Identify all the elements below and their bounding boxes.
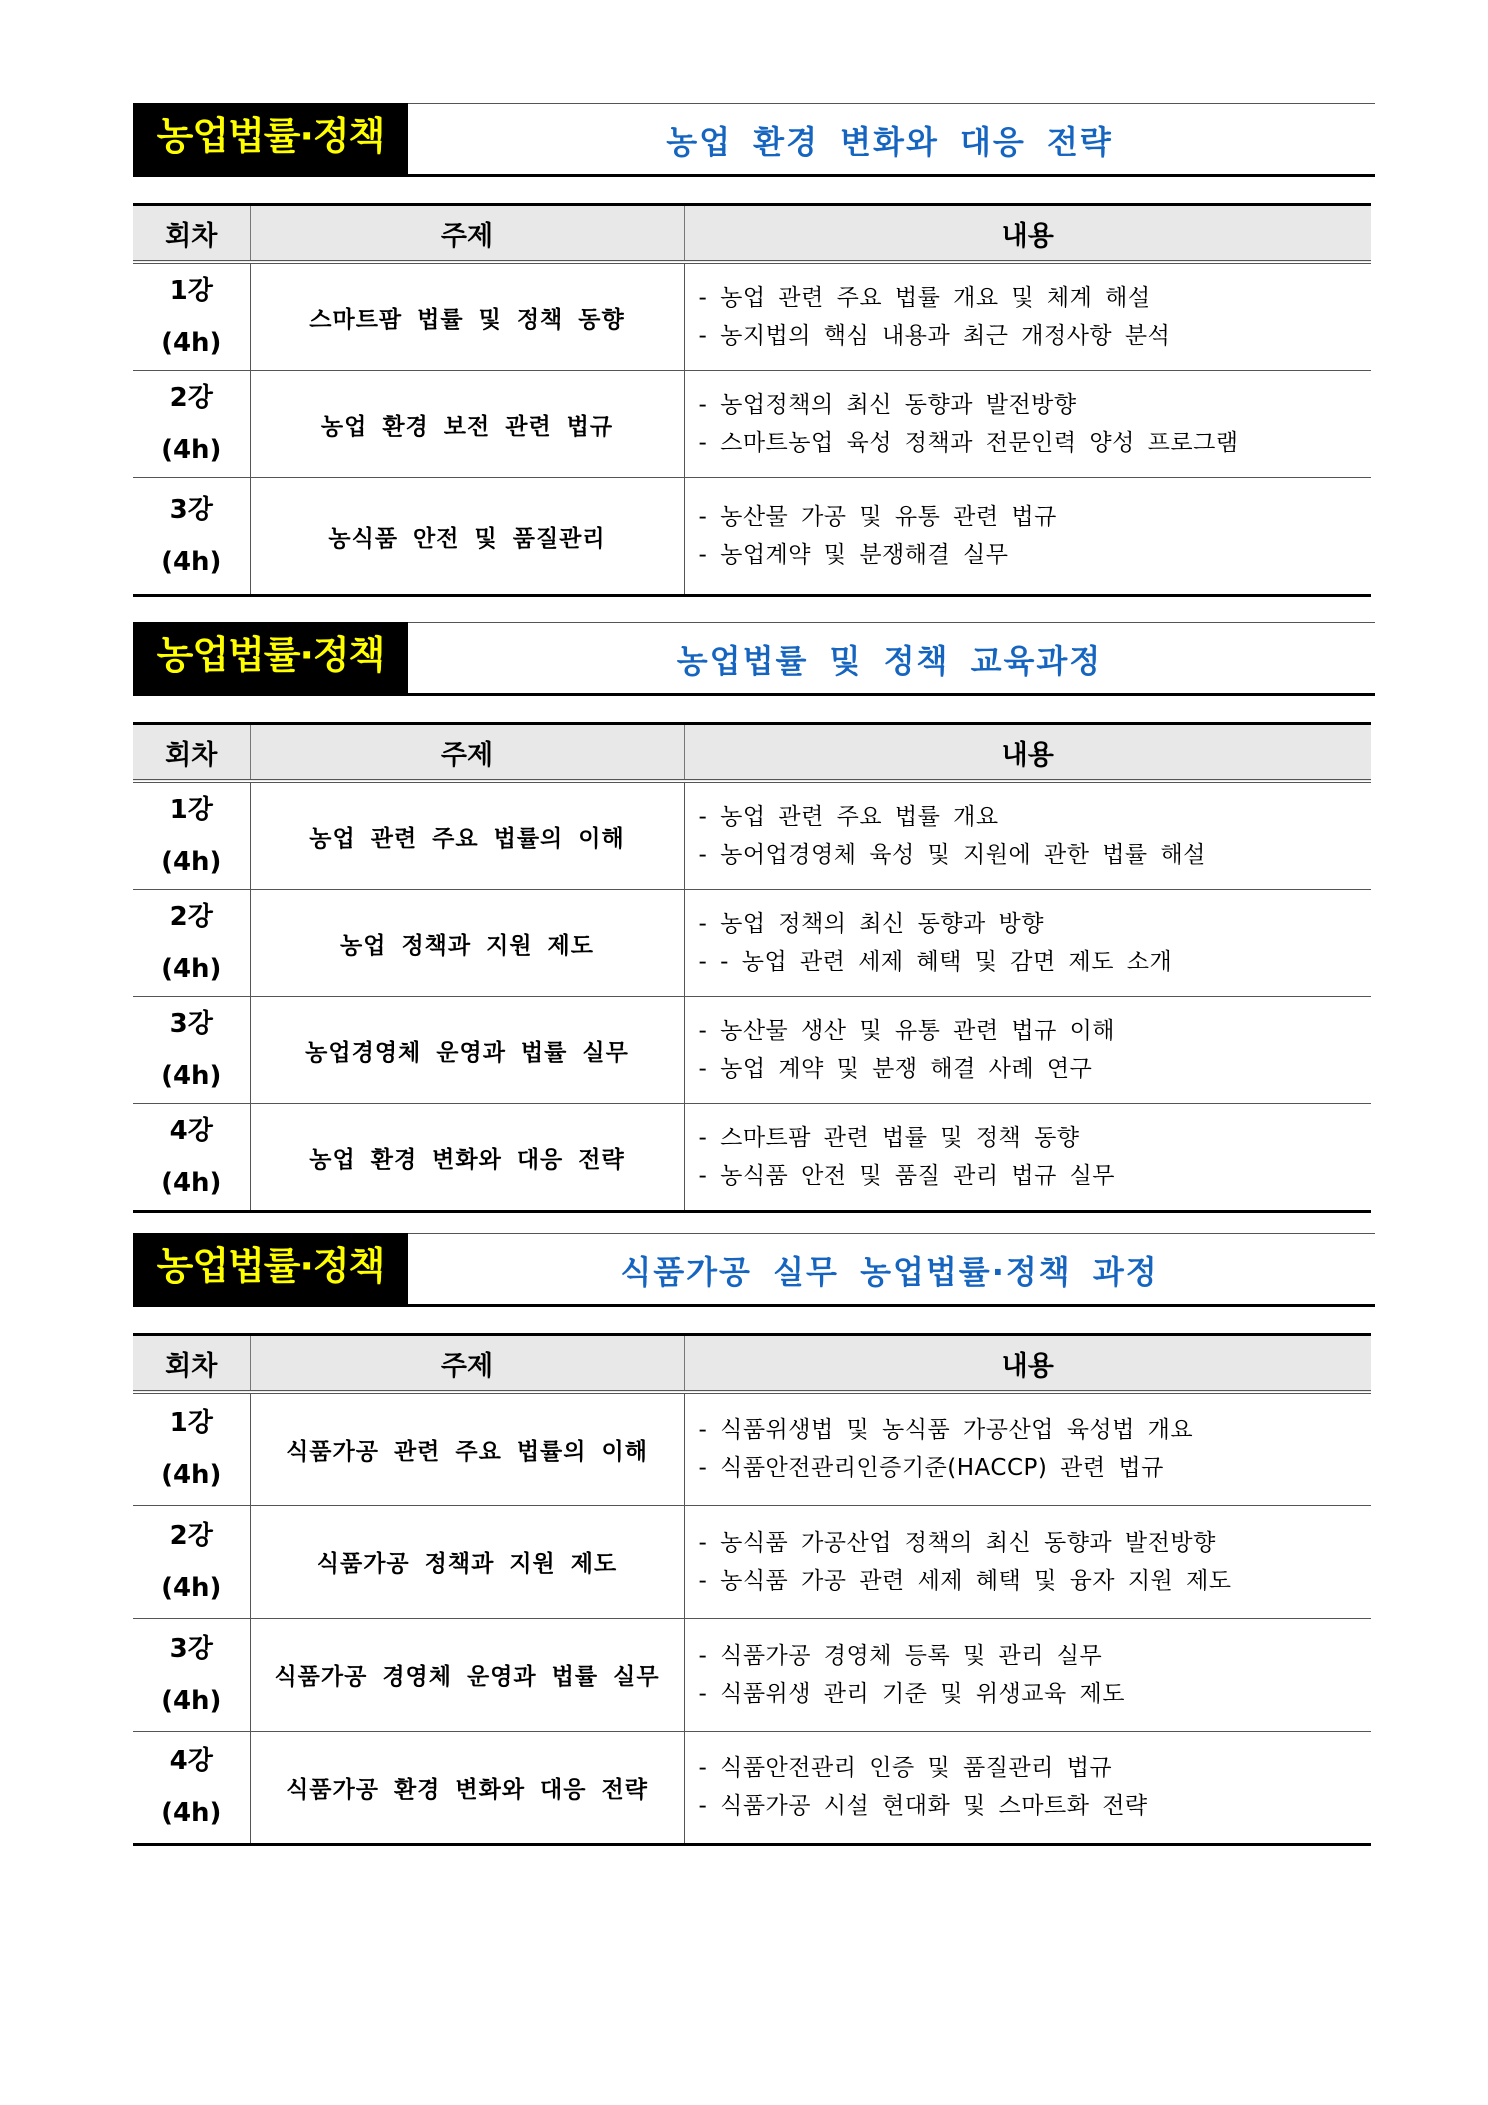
- course-table: [133, 1333, 1371, 1846]
- session-cell: [133, 890, 250, 997]
- session-hours: (4h): [161, 1798, 222, 1828]
- session-cell: [133, 1392, 250, 1505]
- table-row: [133, 1392, 1371, 1505]
- section-title: 농업 환경 변화와 대응 전략: [666, 123, 1113, 161]
- content-cell: [684, 997, 1371, 1104]
- session-hours: (4h): [161, 1572, 222, 1603]
- section-title: 농업법률 및 정책 교육과정: [676, 642, 1103, 680]
- content-line: - - 농업 관련 세제 혜택 및 감면 제도 소개: [698, 949, 1173, 975]
- header-content: 내용: [684, 724, 1371, 782]
- content-line: - 농산물 가공 및 유통 관련 법규: [698, 504, 1057, 530]
- section-title: 식품가공 실무 농업법률·정책 과정: [620, 1253, 1159, 1291]
- content-cell: [684, 1505, 1371, 1618]
- content-line: - 농업 관련 주요 법률 개요: [698, 804, 999, 830]
- content-line: - 농식품 안전 및 품질 관리 법규 실무: [698, 1163, 1116, 1189]
- category-tag: 농업법률·정책: [133, 103, 408, 177]
- session-number: 2강: [169, 902, 213, 932]
- table-row: [133, 1505, 1371, 1618]
- content-line: - 농산물 생산 및 유통 관련 법규 이해: [698, 1018, 1116, 1044]
- session-cell: [133, 371, 250, 478]
- session-cell: [133, 997, 250, 1104]
- content-line: - 스마트팜 관련 법률 및 정책 동향: [698, 1125, 1080, 1151]
- session-cell: [133, 1618, 250, 1731]
- session-number: 2강: [169, 383, 213, 413]
- content-cell: [684, 1104, 1371, 1212]
- topic-cell: 농업 관련 주요 법률의 이해: [250, 781, 684, 890]
- content-cell: [684, 1618, 1371, 1731]
- section-banner: [133, 103, 1371, 177]
- session-cell: [133, 1104, 250, 1212]
- header-topic: 주제: [250, 205, 684, 263]
- course-section-3: [133, 1233, 1371, 1846]
- table-row: [133, 371, 1371, 478]
- content-line: - 스마트농업 육성 정책과 전문인력 양성 프로그램: [698, 430, 1239, 456]
- table-row: [133, 997, 1371, 1104]
- session-hours: (4h): [161, 847, 222, 877]
- banner-bottom-rule: [408, 1304, 1375, 1307]
- section-banner: [133, 1233, 1371, 1307]
- category-tag: 농업법률·정책: [133, 1233, 408, 1307]
- session-hours: (4h): [161, 1460, 222, 1491]
- session-number: 3강: [169, 1633, 213, 1664]
- header-content: 내용: [684, 1335, 1371, 1393]
- content-line: - 농업 정책의 최신 동향과 방향: [698, 911, 1044, 937]
- session-cell: [133, 781, 250, 890]
- content-cell: [684, 371, 1371, 478]
- table-row: [133, 1731, 1371, 1844]
- course-table: [133, 203, 1371, 597]
- topic-cell: 농업 정책과 지원 제도: [250, 890, 684, 997]
- topic-cell: 식품가공 환경 변화와 대응 전략: [250, 1731, 684, 1844]
- topic-cell: 농업 환경 변화와 대응 전략: [250, 1104, 684, 1212]
- header-session: 회차: [133, 724, 250, 782]
- header-topic: 주제: [250, 724, 684, 782]
- session-number: 1강: [169, 1408, 213, 1439]
- table-header-row: [133, 205, 1371, 263]
- course-section-2: [133, 622, 1371, 1213]
- table-header-row: [133, 1335, 1371, 1393]
- header-session: 회차: [133, 1335, 250, 1393]
- content-line: - 식품가공 시설 현대화 및 스마트화 전략: [698, 1793, 1148, 1819]
- session-cell: [133, 262, 250, 371]
- session-hours: (4h): [161, 1685, 222, 1716]
- session-hours: (4h): [161, 547, 222, 577]
- session-cell: [133, 478, 250, 596]
- session-cell: [133, 1731, 250, 1844]
- session-hours: (4h): [161, 1061, 222, 1091]
- topic-cell: 식품가공 정책과 지원 제도: [250, 1505, 684, 1618]
- table-row: [133, 262, 1371, 371]
- content-line: - 식품위생 관리 기준 및 위생교육 제도: [698, 1680, 1125, 1707]
- table-row: [133, 1104, 1371, 1212]
- course-table: [133, 722, 1371, 1213]
- content-line: - 농어업경영체 육성 및 지원에 관한 법률 해설: [698, 842, 1206, 868]
- table-row: [133, 890, 1371, 997]
- table-row: [133, 1618, 1371, 1731]
- session-number: 3강: [169, 1009, 213, 1039]
- session-number: 1강: [169, 276, 213, 306]
- category-tag: 농업법률·정책: [133, 622, 408, 696]
- session-hours: (4h): [161, 328, 222, 358]
- session-number: 2강: [169, 1520, 213, 1551]
- content-cell: [684, 890, 1371, 997]
- session-number: 1강: [169, 795, 213, 825]
- course-section-1: [133, 103, 1371, 597]
- table-row: [133, 781, 1371, 890]
- session-hours: (4h): [161, 1168, 222, 1198]
- content-line: - 식품위생법 및 농식품 가공산업 육성법 개요: [698, 1417, 1194, 1444]
- content-line: - 식품가공 경영체 등록 및 관리 실무: [698, 1642, 1103, 1669]
- topic-cell: 농업 환경 보전 관련 법규: [250, 371, 684, 478]
- section-banner: [133, 622, 1371, 696]
- content-cell: [684, 262, 1371, 371]
- table-header-row: [133, 724, 1371, 782]
- content-cell: [684, 1731, 1371, 1844]
- table-row: [133, 478, 1371, 596]
- content-line: - 농지법의 핵심 내용과 최근 개정사항 분석: [698, 323, 1171, 349]
- content-line: - 식품안전관리인증기준(HACCP) 관련 법규: [698, 1455, 1164, 1482]
- session-cell: [133, 1505, 250, 1618]
- session-number: 4강: [169, 1116, 213, 1146]
- header-content: 내용: [684, 205, 1371, 263]
- header-topic: 주제: [250, 1335, 684, 1393]
- topic-cell: 식품가공 경영체 운영과 법률 실무: [250, 1618, 684, 1731]
- content-line: - 농업계약 및 분쟁해결 실무: [698, 542, 1009, 568]
- content-line: - 농업정책의 최신 동향과 발전방향: [698, 392, 1077, 418]
- session-number: 3강: [169, 495, 213, 525]
- content-line: - 농업 계약 및 분쟁 해결 사례 연구: [698, 1056, 1093, 1082]
- content-cell: [684, 781, 1371, 890]
- topic-cell: 식품가공 관련 주요 법률의 이해: [250, 1392, 684, 1505]
- content-line: - 농업 관련 주요 법률 개요 및 체계 해설: [698, 285, 1151, 311]
- session-hours: (4h): [161, 435, 222, 465]
- content-cell: [684, 478, 1371, 596]
- content-line: - 식품안전관리 인증 및 품질관리 법규: [698, 1755, 1113, 1781]
- banner-bottom-rule: [408, 693, 1375, 696]
- content-line: - 농식품 가공 관련 세제 혜택 및 융자 지원 제도: [698, 1567, 1232, 1594]
- topic-cell: 스마트팜 법률 및 정책 동향: [250, 262, 684, 371]
- topic-cell: 농식품 안전 및 품질관리: [250, 478, 684, 596]
- topic-cell: 농업경영체 운영과 법률 실무: [250, 997, 684, 1104]
- banner-bottom-rule: [408, 174, 1375, 177]
- content-line: - 농식품 가공산업 정책의 최신 동향과 발전방향: [698, 1529, 1216, 1556]
- header-session: 회차: [133, 205, 250, 263]
- session-number: 4강: [169, 1746, 213, 1776]
- content-cell: [684, 1392, 1371, 1505]
- session-hours: (4h): [161, 954, 222, 984]
